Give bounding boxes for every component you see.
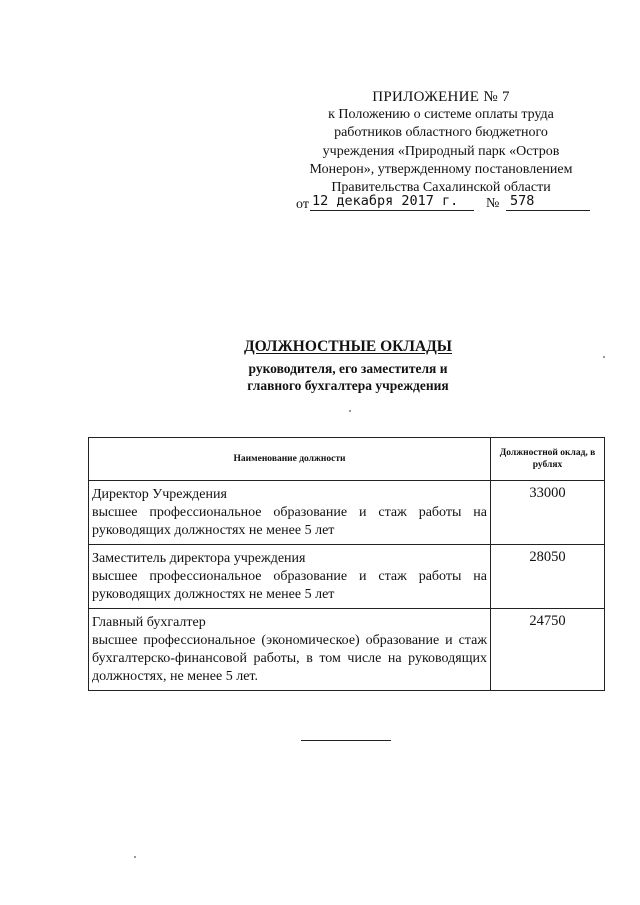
table-row [89, 609, 605, 691]
table-row [89, 545, 605, 609]
document-subtitle: руководителя, его заместителя и [248, 361, 448, 376]
appendix-block [286, 88, 596, 197]
appendix-title: ПРИЛОЖЕНИЕ № 7 [372, 89, 510, 105]
appendix-line: работников областного бюджетного [334, 125, 548, 141]
decree-number: 578 [506, 193, 590, 211]
position-title: Директор Учреждения [92, 487, 227, 502]
document-subtitle: главного бухгалтера учреждения [247, 378, 449, 393]
document-title: ДОЛЖНОСТНЫЕ ОКЛАДЫ [243, 338, 453, 355]
appendix-line: Правительства Сахалинской области [331, 180, 551, 196]
position-requirement: высшее профессиональное образование и стаж работы на руководящих должностях не менее 5 лет [92, 505, 487, 538]
appendix-line: Монерон», утвержденному постановлением [309, 161, 573, 177]
salary-cell: 33000 [491, 481, 605, 545]
document-heading [180, 338, 516, 394]
decree-date: 12 декабря 2017 г. [310, 193, 474, 211]
salary-cell: 24750 [491, 609, 605, 691]
end-divider [301, 740, 391, 741]
position-cell [89, 609, 491, 691]
decree-date-number [290, 193, 590, 215]
header-salary: Должностной оклад, в рублях [491, 438, 605, 481]
position-cell [89, 545, 491, 609]
scan-speck [134, 856, 136, 858]
position-title: Главный бухгалтер [92, 615, 206, 630]
number-label: № [486, 196, 500, 211]
appendix-line: к Положению о системе оплаты труда [328, 107, 554, 123]
salary-table [88, 437, 605, 691]
position-cell [89, 481, 491, 545]
from-label: от [296, 197, 309, 212]
scan-speck [603, 356, 605, 358]
table-row [89, 481, 605, 545]
appendix-line: учреждения «Природный парк «Остров [322, 143, 560, 159]
position-requirement: высшее профессиональное образование и стаж работы на руководящих должностях не менее 5 лет [92, 569, 487, 602]
salary-cell: 28050 [491, 545, 605, 609]
position-requirement: высшее профессиональное (экономическое) образование и стаж бухгалтерско-финансовой работы, в том числе на руководящих должностях, не менее 5 лет. [92, 633, 487, 684]
table-header-row [89, 438, 605, 481]
header-position: Наименование должности [89, 438, 491, 481]
position-title: Заместитель директора учреждения [92, 551, 306, 566]
scan-speck [349, 410, 351, 412]
